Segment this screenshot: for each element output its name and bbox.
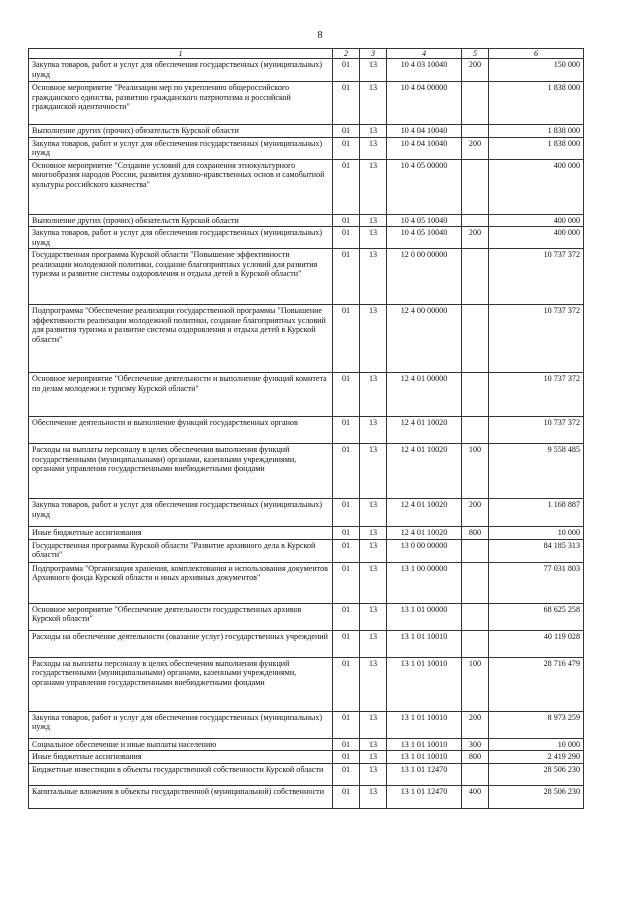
row-target-article-cell: 10 4 05 10040 <box>387 214 462 227</box>
table-row <box>29 562 584 603</box>
table-row <box>29 125 584 138</box>
row-name-cell: Государственная программа Курской области "Развитие архивного дела в Курской области" <box>29 539 333 562</box>
row-target-article-cell: 12 4 01 10020 <box>387 527 462 540</box>
row-amount-cell: 28 506 230 <box>489 785 584 808</box>
row-section-cell: 01 <box>333 249 360 305</box>
row-name-cell: Обеспечение деятельности и выполнение функций государственных органов <box>29 417 333 444</box>
table-row <box>29 785 584 808</box>
row-target-article-cell: 13 1 01 00000 <box>387 603 462 630</box>
row-name-cell: Закупка товаров, работ и услуг для обеспечения государственных (муниципальных) нужд <box>29 227 333 249</box>
row-name-cell: Основное мероприятие "Реализация мер по укреплению общероссийского гражданского единства, развитию гражданского патриотизма и российской гражданской идентичности" <box>29 82 333 125</box>
row-name-cell: Основное мероприятие "Обеспечение деятельности государственных архивов Курской области" <box>29 603 333 630</box>
row-section-cell: 01 <box>333 227 360 249</box>
table-row <box>29 417 584 444</box>
row-subsection-cell: 13 <box>360 539 387 562</box>
row-expense-type-cell <box>462 249 489 305</box>
table-row <box>29 137 584 159</box>
row-name-cell: Закупка товаров, работ и услуг для обеспечения государственных (муниципальных) нужд <box>29 711 333 738</box>
row-amount-cell: 10 737 372 <box>489 249 584 305</box>
row-expense-type-cell: 200 <box>462 711 489 738</box>
row-amount-cell: 77 031 803 <box>489 562 584 603</box>
row-name-cell: Иные бюджетные ассигнования <box>29 527 333 540</box>
row-section-cell: 01 <box>333 373 360 417</box>
row-subsection-cell: 13 <box>360 227 387 249</box>
table-row <box>29 630 584 657</box>
row-section-cell: 01 <box>333 305 360 373</box>
row-expense-type-cell: 200 <box>462 59 489 82</box>
row-expense-type-cell <box>462 125 489 138</box>
row-name-cell: Государственная программа Курской области "Повышение эффективности реализации молодежной политики, создание благоприятных условий для развития туризма и развитие системы оздоровления и отдыха детей в Курской области" <box>29 249 333 305</box>
row-expense-type-cell: 200 <box>462 499 489 527</box>
row-section-cell: 01 <box>333 214 360 227</box>
row-target-article-cell: 13 1 01 12470 <box>387 785 462 808</box>
row-section-cell: 01 <box>333 630 360 657</box>
row-expense-type-cell <box>462 159 489 214</box>
row-section-cell: 01 <box>333 562 360 603</box>
row-subsection-cell: 13 <box>360 417 387 444</box>
row-name-cell: Расходы на выплаты персоналу в целях обеспечения выполнения функций государственными (муниципальными) органами, казенными учреждениями, органами управления государственными внебюджетными фондами <box>29 444 333 499</box>
row-subsection-cell: 13 <box>360 763 387 785</box>
row-expense-type-cell: 800 <box>462 527 489 540</box>
row-subsection-cell: 13 <box>360 657 387 711</box>
row-target-article-cell: 10 4 05 10040 <box>387 227 462 249</box>
row-amount-cell: 28 506 230 <box>489 763 584 785</box>
row-target-article-cell: 10 4 04 10040 <box>387 125 462 138</box>
row-target-article-cell: 13 0 00 00000 <box>387 539 462 562</box>
row-name-cell: Закупка товаров, работ и услуг для обеспечения государственных (муниципальных) нужд <box>29 137 333 159</box>
row-expense-type-cell <box>462 214 489 227</box>
row-target-article-cell: 12 4 01 10020 <box>387 417 462 444</box>
row-section-cell: 01 <box>333 657 360 711</box>
row-name-cell: Подпрограмма "Обеспечение реализации государственной программы "Повышение эффективности реализации молодежной политики, создание благоприятных условий для развития туризма и развитие системы оздоровления и отдыха детей в Курской области" <box>29 305 333 373</box>
row-target-article-cell: 13 1 00 00000 <box>387 562 462 603</box>
row-target-article-cell: 10 4 03 10040 <box>387 59 462 82</box>
row-name-cell: Подпрограмма "Организация хранения, комплектования и использования документов Архивного фонда Курской области и иных архивных документов" <box>29 562 333 603</box>
row-amount-cell: 28 716 479 <box>489 657 584 711</box>
row-subsection-cell: 13 <box>360 159 387 214</box>
row-section-cell: 01 <box>333 711 360 738</box>
row-subsection-cell: 13 <box>360 751 387 764</box>
row-subsection-cell: 13 <box>360 603 387 630</box>
table-row <box>29 59 584 82</box>
row-expense-type-cell <box>462 603 489 630</box>
table-row <box>29 657 584 711</box>
row-target-article-cell: 13 1 01 10010 <box>387 751 462 764</box>
row-amount-cell: 400 000 <box>489 214 584 227</box>
row-expense-type-cell: 400 <box>462 785 489 808</box>
row-expense-type-cell <box>462 630 489 657</box>
row-name-cell: Закупка товаров, работ и услуг для обеспечения государственных (муниципальных) нужд <box>29 59 333 82</box>
row-amount-cell: 8 973 259 <box>489 711 584 738</box>
row-target-article-cell: 13 1 01 10010 <box>387 657 462 711</box>
row-name-cell: Расходы на обеспечение деятельности (оказание услуг) государственных учреждений <box>29 630 333 657</box>
row-name-cell: Основное мероприятие "Создание условий для сохранения этнокультурного многообразия народов России, развития духовно-нравственных основ и самобытной культуры российского казачества" <box>29 159 333 214</box>
table-row <box>29 527 584 540</box>
row-name-cell: Социальное обеспечение и иные выплаты населению <box>29 738 333 751</box>
header-cell: 6 <box>489 49 584 59</box>
row-amount-cell: 400 000 <box>489 159 584 214</box>
row-expense-type-cell <box>462 562 489 603</box>
row-amount-cell: 1 838 000 <box>489 137 584 159</box>
row-section-cell: 01 <box>333 499 360 527</box>
row-target-article-cell: 13 1 01 10010 <box>387 630 462 657</box>
row-expense-type-cell: 800 <box>462 751 489 764</box>
row-target-article-cell: 10 4 05 00000 <box>387 159 462 214</box>
table-row <box>29 227 584 249</box>
row-subsection-cell: 13 <box>360 214 387 227</box>
row-name-cell: Основное мероприятие "Обеспечение деятельности и выполнение функций комитета по делам молодежи и туризму Курской области" <box>29 373 333 417</box>
row-expense-type-cell <box>462 539 489 562</box>
row-amount-cell: 400 000 <box>489 227 584 249</box>
row-name-cell: Выполнение других (прочих) обязательств Курской области <box>29 125 333 138</box>
row-amount-cell: 150 000 <box>489 59 584 82</box>
row-expense-type-cell: 100 <box>462 444 489 499</box>
table-row <box>29 711 584 738</box>
row-section-cell: 01 <box>333 603 360 630</box>
row-subsection-cell: 13 <box>360 373 387 417</box>
table-row <box>29 499 584 527</box>
table-row <box>29 305 584 373</box>
row-target-article-cell: 12 0 00 00000 <box>387 249 462 305</box>
row-target-article-cell: 10 4 04 10040 <box>387 137 462 159</box>
row-expense-type-cell <box>462 763 489 785</box>
row-target-article-cell: 12 4 00 00000 <box>387 305 462 373</box>
row-subsection-cell: 13 <box>360 249 387 305</box>
row-expense-type-cell: 200 <box>462 227 489 249</box>
row-amount-cell: 10 737 372 <box>489 373 584 417</box>
row-subsection-cell: 13 <box>360 125 387 138</box>
row-expense-type-cell: 100 <box>462 657 489 711</box>
row-section-cell: 01 <box>333 59 360 82</box>
row-amount-cell: 68 625 258 <box>489 603 584 630</box>
page-number: 8 <box>317 30 323 41</box>
row-section-cell: 01 <box>333 751 360 764</box>
row-amount-cell: 9 558 485 <box>489 444 584 499</box>
row-section-cell: 01 <box>333 785 360 808</box>
row-subsection-cell: 13 <box>360 527 387 540</box>
row-target-article-cell: 13 1 01 12470 <box>387 763 462 785</box>
row-amount-cell: 10 737 372 <box>489 417 584 444</box>
row-target-article-cell: 12 4 01 10020 <box>387 499 462 527</box>
row-subsection-cell: 13 <box>360 305 387 373</box>
row-section-cell: 01 <box>333 82 360 125</box>
row-subsection-cell: 13 <box>360 82 387 125</box>
row-section-cell: 01 <box>333 125 360 138</box>
row-amount-cell: 10 000 <box>489 738 584 751</box>
row-target-article-cell: 13 1 01 10010 <box>387 711 462 738</box>
row-section-cell: 01 <box>333 738 360 751</box>
row-subsection-cell: 13 <box>360 137 387 159</box>
row-amount-cell: 40 119 028 <box>489 630 584 657</box>
header-row <box>29 49 584 59</box>
table-row <box>29 82 584 125</box>
row-subsection-cell: 13 <box>360 444 387 499</box>
row-amount-cell: 2 419 290 <box>489 751 584 764</box>
table-row <box>29 763 584 785</box>
row-name-cell: Капитальные вложения в объекты государственной (муниципальной) собственности <box>29 785 333 808</box>
header-cell: 3 <box>360 49 387 59</box>
row-target-article-cell: 12 4 01 00000 <box>387 373 462 417</box>
row-section-cell: 01 <box>333 444 360 499</box>
row-expense-type-cell <box>462 373 489 417</box>
table-row <box>29 159 584 214</box>
table-row <box>29 249 584 305</box>
row-name-cell: Расходы на выплаты персоналу в целях обеспечения выполнения функций государственными (муниципальными) органами, казенными учреждениями, органами управления государственными внебюджетными фондами <box>29 657 333 711</box>
row-subsection-cell: 13 <box>360 499 387 527</box>
row-target-article-cell: 12 4 01 10020 <box>387 444 462 499</box>
row-section-cell: 01 <box>333 763 360 785</box>
header-cell: 2 <box>333 49 360 59</box>
row-section-cell: 01 <box>333 417 360 444</box>
table-row <box>29 373 584 417</box>
row-amount-cell: 1 838 000 <box>489 125 584 138</box>
row-expense-type-cell <box>462 417 489 444</box>
row-section-cell: 01 <box>333 159 360 214</box>
row-section-cell: 01 <box>333 539 360 562</box>
row-amount-cell: 10 737 372 <box>489 305 584 373</box>
row-subsection-cell: 13 <box>360 711 387 738</box>
table-row <box>29 738 584 751</box>
row-subsection-cell: 13 <box>360 785 387 808</box>
row-section-cell: 01 <box>333 527 360 540</box>
table-row <box>29 214 584 227</box>
row-target-article-cell: 10 4 04 00000 <box>387 82 462 125</box>
row-name-cell: Закупка товаров, работ и услуг для обеспечения государственных (муниципальных) нужд <box>29 499 333 527</box>
header-cell: 1 <box>29 49 333 59</box>
row-amount-cell: 1 838 000 <box>489 82 584 125</box>
header-cell: 5 <box>462 49 489 59</box>
row-expense-type-cell: 300 <box>462 738 489 751</box>
row-expense-type-cell <box>462 305 489 373</box>
row-target-article-cell: 13 1 01 10010 <box>387 738 462 751</box>
budget-table <box>28 48 584 809</box>
row-name-cell: Выполнение других (прочих) обязательств Курской области <box>29 214 333 227</box>
row-subsection-cell: 13 <box>360 562 387 603</box>
row-amount-cell: 1 168 887 <box>489 499 584 527</box>
row-expense-type-cell <box>462 82 489 125</box>
row-subsection-cell: 13 <box>360 630 387 657</box>
row-name-cell: Иные бюджетные ассигнования <box>29 751 333 764</box>
row-expense-type-cell: 200 <box>462 137 489 159</box>
row-subsection-cell: 13 <box>360 738 387 751</box>
header-cell: 4 <box>387 49 462 59</box>
row-name-cell: Бюджетные инвестиции в объекты государственной собственности Курской области <box>29 763 333 785</box>
table-row <box>29 444 584 499</box>
table-row <box>29 539 584 562</box>
row-subsection-cell: 13 <box>360 59 387 82</box>
row-amount-cell: 84 185 313 <box>489 539 584 562</box>
table-row <box>29 751 584 764</box>
row-section-cell: 01 <box>333 137 360 159</box>
row-amount-cell: 10 000 <box>489 527 584 540</box>
table-row <box>29 603 584 630</box>
